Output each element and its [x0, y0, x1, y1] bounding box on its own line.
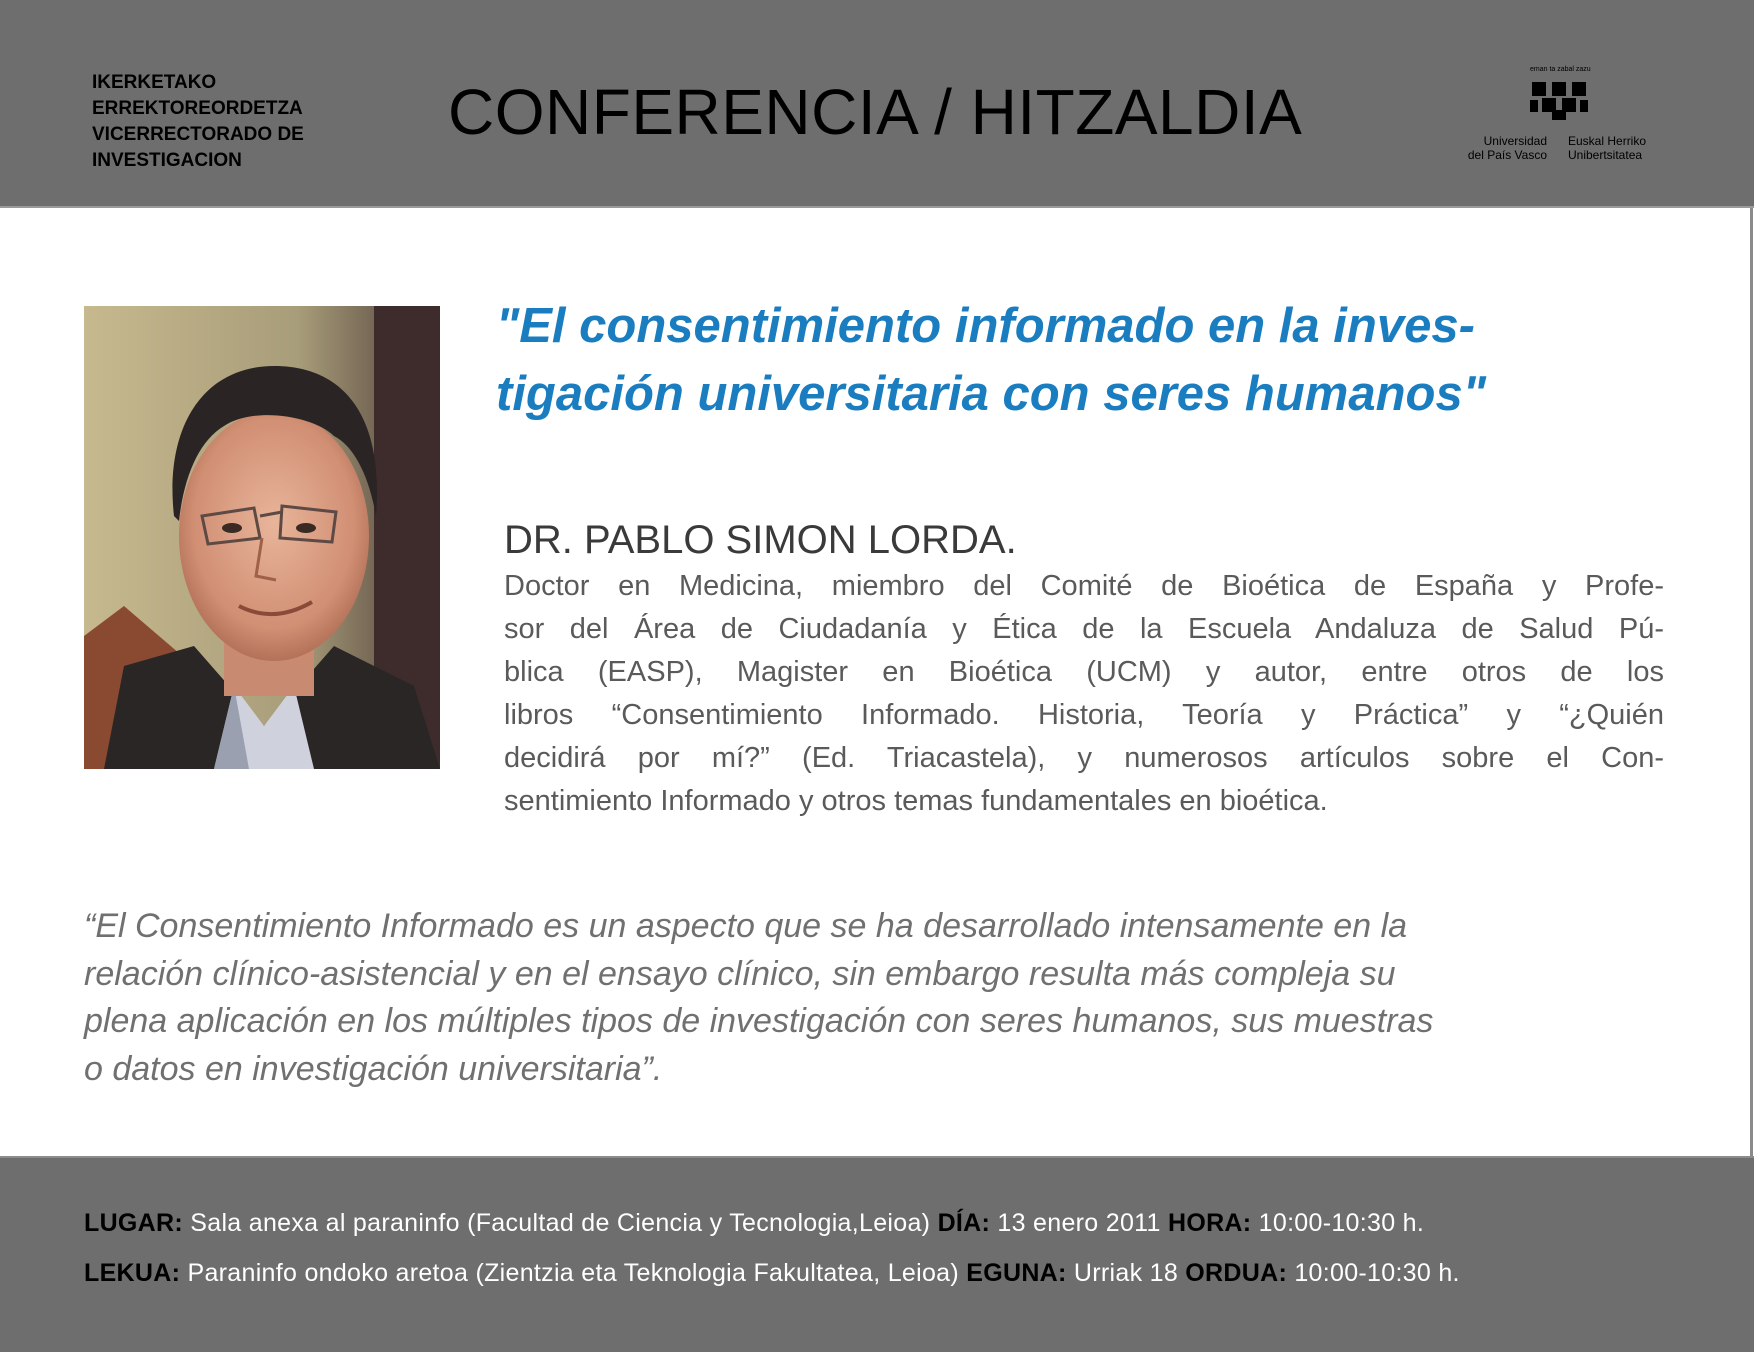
speaker-photo [84, 306, 440, 769]
logo-motto: eman ta zabal zazu [1530, 66, 1591, 73]
day-label: EGUNA: [966, 1259, 1067, 1287]
department-line: VICERRECTORADO DE [92, 124, 304, 145]
department-line: ERREKTOREORDETZA [92, 98, 303, 119]
speaker-bio [504, 565, 1664, 823]
logo-text-es [1468, 134, 1547, 162]
talk-title [496, 292, 1676, 428]
speaker-portrait-image [84, 306, 440, 769]
bio-line: Doctor en Medicina, miembro del Comité de Bioética de España y Profe- [504, 570, 1664, 602]
bio-line: sentimiento Informado y otros temas fundamentales en bioética. [504, 785, 1328, 817]
talk-title-line: "El consentimiento informado en la inves- [496, 299, 1475, 353]
time-value: 10:00-10:30 h. [1294, 1259, 1460, 1287]
place-label: LEKUA: [84, 1259, 181, 1287]
speaker-name: DR. PABLO SIMON LORDA. [504, 518, 1017, 562]
bio-line: decidirá por mí?” (Ed. Triacastela), y numerosos artículos sobre el Con- [504, 742, 1664, 774]
day-value: Urriak 18 [1073, 1259, 1179, 1287]
quote-line: o datos en investigación universitaria”. [84, 1049, 663, 1088]
day-label: DÍA: [937, 1209, 991, 1237]
time-label: HORA: [1167, 1209, 1252, 1237]
footer-band [0, 1156, 1754, 1352]
place-value: Paraninfo ondoko aretoa (Zientzia eta Teknologia Fakultatea, Leioa) [187, 1259, 959, 1287]
event-details-eu [84, 1256, 1460, 1290]
logo-line: del País Vasco [1467, 148, 1547, 162]
logo-line: Unibertsitatea [1568, 148, 1643, 162]
logo-mark-icon [1528, 78, 1592, 122]
quote-line: relación clínico-asistencial y en el ensayo clínico, sin embargo resulta más compleja su [84, 954, 1396, 993]
time-label: ORDUA: [1185, 1259, 1288, 1287]
page-title: CONFERENCIA / HITZALDIA [448, 76, 1303, 148]
bio-line: sor del Área de Ciudadanía y Ética de la Escuela Andaluza de Salud Pú- [504, 613, 1664, 645]
event-details-es [84, 1206, 1424, 1240]
logo-line: Euskal Herriko [1568, 134, 1647, 148]
header-band [0, 0, 1754, 208]
logo-line: Universidad [1483, 134, 1547, 148]
time-value: 10:00-10:30 h. [1258, 1209, 1425, 1237]
logo-text-eu [1568, 134, 1646, 162]
place-label: LUGAR: [84, 1209, 184, 1237]
day-value: 13 enero 2011 [997, 1209, 1161, 1237]
university-logo [1450, 66, 1670, 166]
quote-line: “El Consentimiento Informado es un aspecto que se ha desarrollado intensamente en la [84, 907, 1408, 945]
talk-title-line: tigación universitaria con seres humanos" [496, 367, 1486, 421]
department-line: INVESTIGACION [92, 150, 242, 171]
quote-line: plena aplicación en los múltiples tipos de investigación con seres humanos, sus muestras [84, 1002, 1434, 1040]
department-name [92, 70, 304, 174]
place-value: Sala anexa al paraninfo (Facultad de Ciencia y Tecnologia,Leioa) [190, 1209, 931, 1237]
bio-line: libros “Consentimiento Informado. Historia, Teoría y Práctica” y “¿Quién [504, 699, 1664, 731]
abstract-quote [84, 903, 1684, 1093]
bio-line: blica (EASP), Magister en Bioética (UCM) y autor, entre otros de los [504, 656, 1664, 688]
department-line: IKERKETAKO [92, 72, 217, 93]
